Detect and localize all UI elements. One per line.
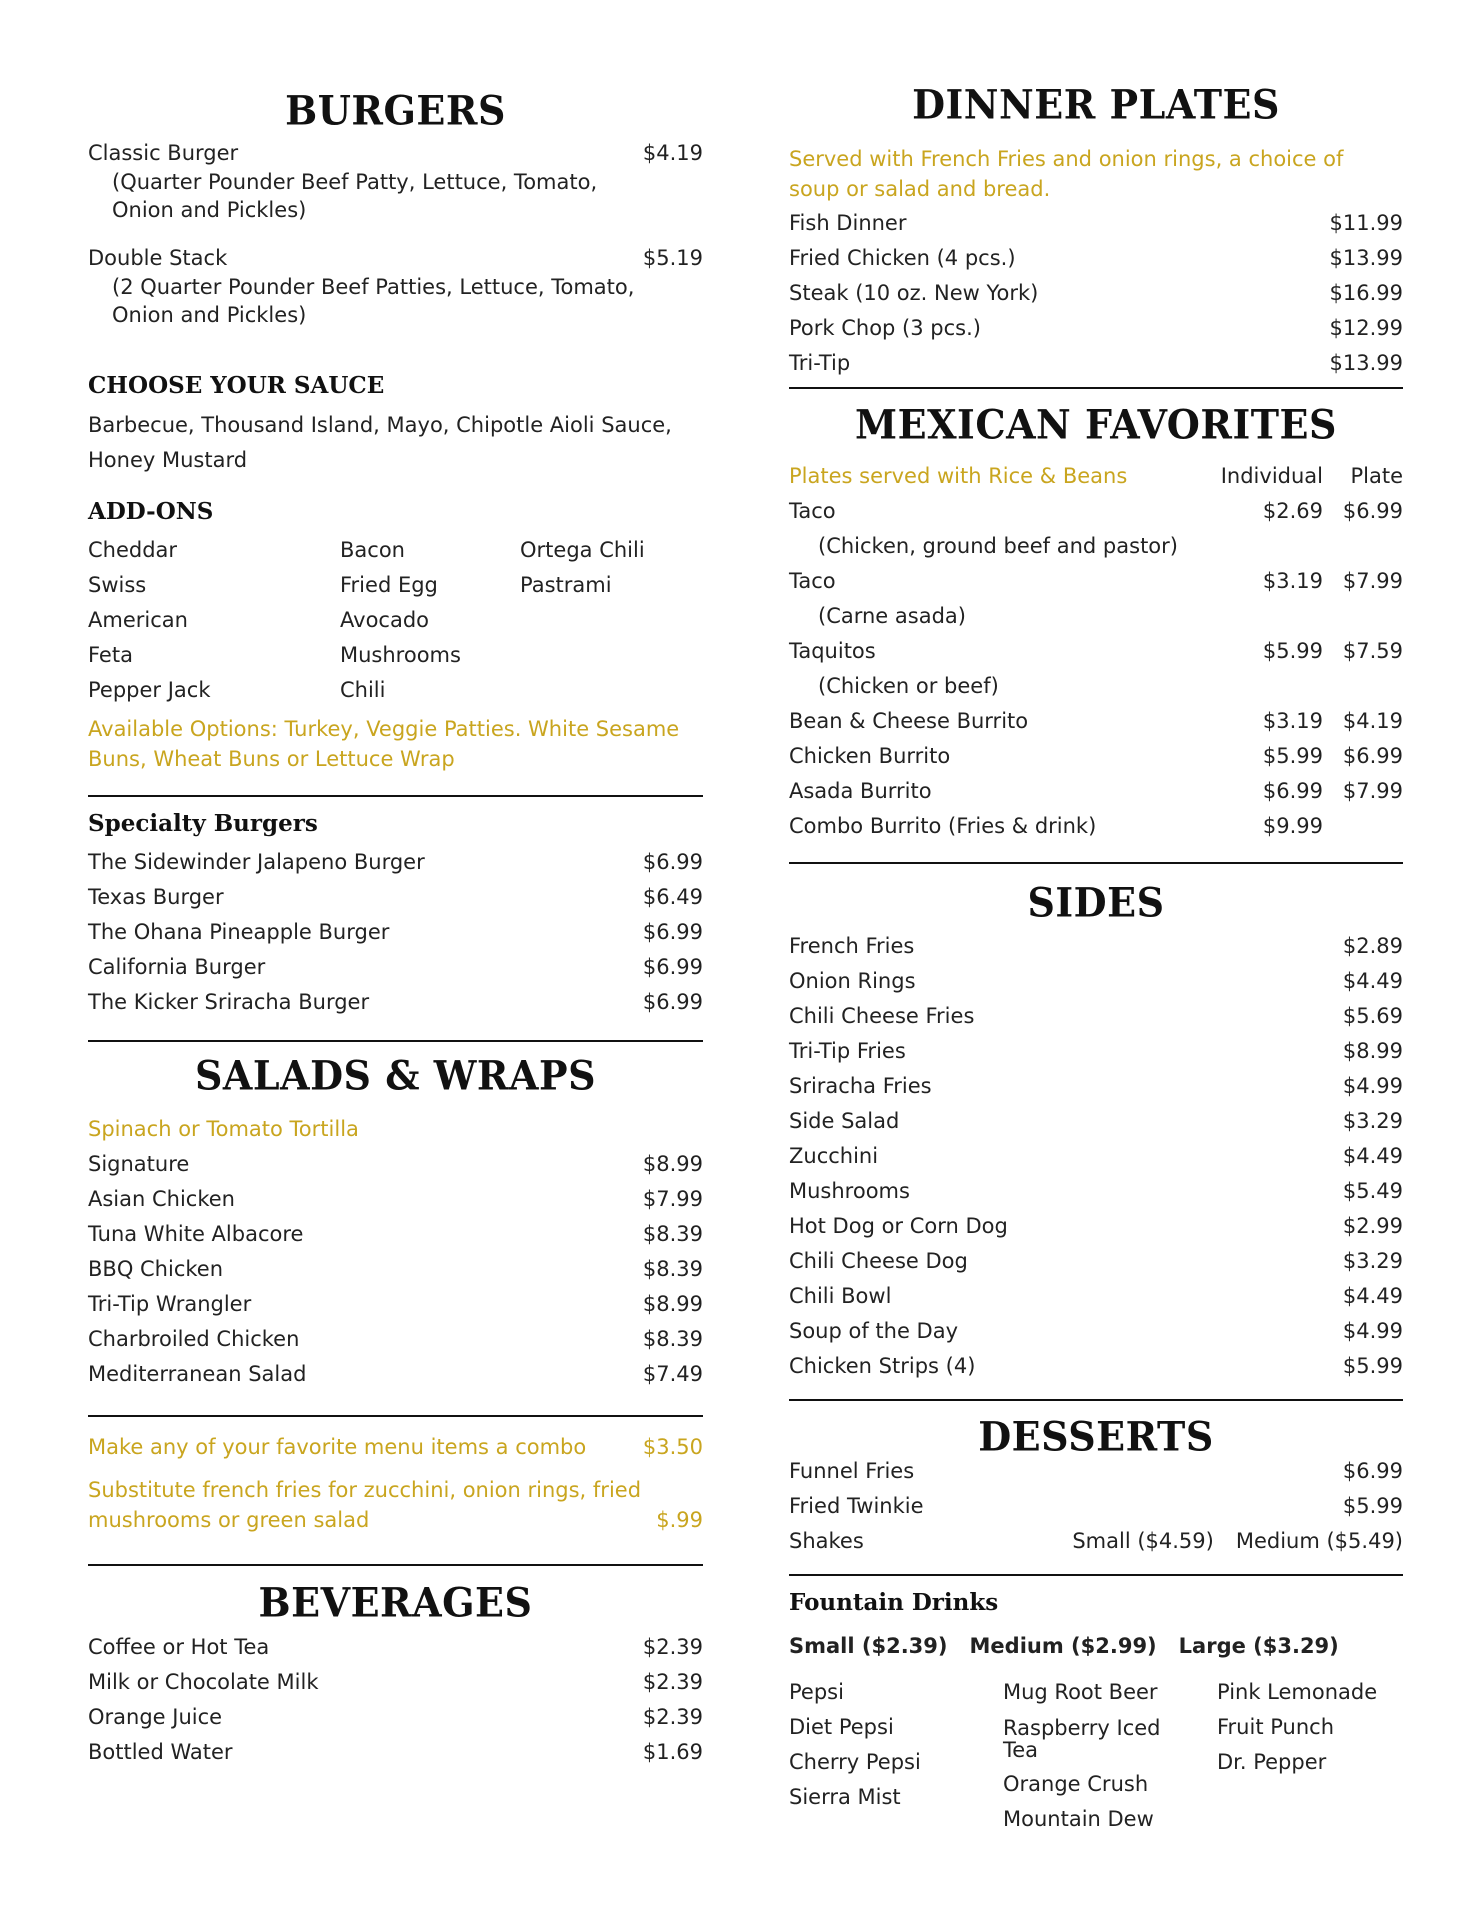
list-item: Mediterranean Salad $7.49: [88, 1362, 703, 1386]
list-item: Chicken Strips (4) $5.99: [789, 1354, 1403, 1378]
list-item: Funnel Fries $6.99: [789, 1459, 1403, 1483]
addons-column: [340, 533, 520, 708]
sides-heading: SIDES: [1027, 878, 1165, 927]
list-item: Taco $2.69 $6.99: [789, 499, 1403, 523]
addons-column: [88, 533, 340, 708]
list-item: Bacon: [340, 538, 405, 562]
list-item: Mountain Dew: [1003, 1807, 1154, 1831]
list-item: Sierra Mist: [789, 1785, 901, 1809]
divider: [789, 1574, 1403, 1576]
burger-item: Double Stack $5.19 (2 Quarter Pounder Beef Patties, Lettuce, Tomato, Onion and Pickles): [88, 246, 703, 327]
fountain-heading: Fountain Drinks: [789, 1589, 999, 1616]
list-item: Zucchini $4.49: [789, 1144, 1403, 1168]
list-item: Pastrami: [520, 573, 612, 597]
mexican-header-row: Plates served with Rice & Beans Individual Plate: [789, 464, 1403, 488]
list-item: Fried Egg: [340, 573, 438, 597]
options-note: Available Options: Turkey, Veggie Patties. White Sesame Buns, Wheat Buns or Lettuce Wrap: [88, 717, 680, 771]
list-item: Fried Twinkie $5.99: [789, 1494, 1403, 1518]
desserts-heading: DESSERTS: [978, 1412, 1214, 1461]
list-item: Sriracha Fries $4.99: [789, 1074, 1403, 1098]
list-item: Hot Dog or Corn Dog $2.99: [789, 1214, 1403, 1238]
list-item: Coffee or Hot Tea $2.39: [88, 1635, 703, 1659]
fountain-grid: [789, 1675, 1403, 1837]
list-item: Cheddar: [88, 538, 178, 562]
list-item: Pink Lemonade: [1217, 1680, 1378, 1704]
divider: [88, 1040, 703, 1042]
size-option: Small ($2.39): [789, 1634, 948, 1658]
fountain-column: [1217, 1675, 1403, 1837]
list-item: The Ohana Pineapple Burger $6.99: [88, 920, 703, 944]
divider: [789, 387, 1403, 389]
fountain-column: [1003, 1675, 1217, 1837]
combo-row: Make any of your favorite menu items a combo $3.50: [88, 1435, 703, 1459]
list-item: Swiss: [88, 573, 147, 597]
list-item: Avocado: [340, 608, 430, 632]
list-item: Chili Cheese Fries $5.69: [789, 1004, 1403, 1028]
list-item: Pepsi: [789, 1680, 844, 1704]
list-item: Mushrooms: [340, 643, 461, 667]
list-item: Signature $8.99: [88, 1152, 703, 1176]
list-item: Pepper Jack: [88, 678, 211, 702]
sauce-list: Barbecue, Thousand Island, Mayo, Chipotle Aioli Sauce, Honey Mustard: [88, 413, 672, 472]
list-item: The Kicker Sriracha Burger $6.99: [88, 990, 703, 1014]
list-item: Soup of the Day $4.99: [789, 1319, 1403, 1343]
list-item: Diet Pepsi: [789, 1715, 894, 1739]
list-item: California Burger $6.99: [88, 955, 703, 979]
list-item: Taco $3.19 $7.99: [789, 569, 1403, 593]
list-item: Mug Root Beer: [1003, 1680, 1158, 1704]
list-item: The Sidewinder Jalapeno Burger $6.99: [88, 850, 703, 874]
list-item: Bottled Water $1.69: [88, 1740, 703, 1764]
list-item: Combo Burrito (Fries & drink) $9.99: [789, 814, 1323, 838]
list-item: Charbroiled Chicken $8.39: [88, 1327, 703, 1351]
list-item: Chili: [340, 678, 386, 702]
addons-heading: ADD-ONS: [88, 498, 214, 525]
sides-list: [789, 929, 1403, 1384]
sauce-heading: CHOOSE YOUR SAUCE: [88, 372, 385, 399]
list-item: Orange Juice $2.39: [88, 1705, 703, 1729]
list-item: Side Salad $3.29: [789, 1109, 1403, 1133]
list-item: Feta: [88, 643, 133, 667]
list-item: Chili Cheese Dog $3.29: [789, 1249, 1403, 1273]
divider: [88, 795, 703, 797]
beverages-list: [88, 1630, 703, 1770]
divider: [88, 1415, 703, 1417]
addons-column: [520, 533, 700, 708]
list-item: Pork Chop (3 pcs.) $12.99: [789, 316, 1403, 340]
list-item: Milk or Chocolate Milk $2.39: [88, 1670, 703, 1694]
burgers-heading: BURGERS: [285, 86, 506, 135]
size-option: Large ($3.29): [1178, 1634, 1339, 1658]
list-item: Chili Bowl $4.49: [789, 1284, 1403, 1308]
list-item: Chicken Burrito $5.99 $6.99: [789, 744, 1403, 768]
size-option: Medium ($2.99): [969, 1634, 1157, 1658]
specialty-list: [88, 845, 703, 1020]
list-item: Tri-Tip Fries $8.99: [789, 1039, 1403, 1063]
desserts-list: [789, 1454, 1403, 1559]
item-description: (Carne asada): [818, 604, 966, 628]
list-item: Steak (10 oz. New York) $16.99: [789, 281, 1403, 305]
list-item: Fried Chicken (4 pcs.) $13.99: [789, 246, 1403, 270]
list-item: Dr. Pepper: [1217, 1750, 1327, 1774]
list-item: Tri-Tip Wrangler $8.99: [88, 1292, 703, 1316]
divider: [88, 1564, 703, 1566]
fountain-sizes: [789, 1631, 1403, 1661]
burger-item: Classic Burger $4.19 (Quarter Pounder Beef Patty, Lettuce, Tomato, Onion and Pickles): [88, 141, 703, 222]
substitute-note: Substitute french fries for zucchini, onion rings, fried mushrooms or green salad $.99: [88, 1478, 703, 1532]
list-item: Fruit Punch: [1217, 1715, 1335, 1739]
list-item: Fish Dinner $11.99: [789, 211, 1403, 235]
dinner-heading: DINNER PLATES: [912, 80, 1280, 129]
list-item: Shakes Small ($4.59) Medium ($5.49): [789, 1529, 1403, 1553]
divider: [789, 862, 1403, 864]
list-item: Ortega Chili: [520, 538, 645, 562]
salads-note: Spinach or Tomato Tortilla: [88, 1117, 359, 1141]
list-item: Bean & Cheese Burrito $3.19 $4.19: [789, 709, 1403, 733]
list-item: Tri-Tip $13.99: [789, 351, 1403, 375]
addons-grid: [88, 533, 703, 708]
fountain-column: [789, 1675, 1003, 1837]
list-item: Raspberry Iced Tea: [1003, 1716, 1161, 1762]
list-item: Orange Crush: [1003, 1772, 1149, 1796]
list-item: Mushrooms $5.49: [789, 1179, 1403, 1203]
list-item: Tuna White Albacore $8.39: [88, 1222, 703, 1246]
salads-heading: SALADS & WRAPS: [194, 1051, 597, 1100]
mexican-list: [789, 459, 1403, 844]
list-item: BBQ Chicken $8.39: [88, 1257, 703, 1281]
list-item: Asian Chicken $7.99: [88, 1187, 703, 1211]
divider: [789, 1399, 1403, 1401]
beverages-heading: BEVERAGES: [258, 1578, 533, 1627]
list-item: French Fries $2.89: [789, 934, 1403, 958]
dinner-note: Served with French Fries and onion rings, a choice of soup or salad and bread.: [789, 147, 1344, 201]
list-item: Taquitos $5.99 $7.59: [789, 639, 1403, 663]
list-item: Cherry Pepsi: [789, 1750, 921, 1774]
list-item: Texas Burger $6.49: [88, 885, 703, 909]
salads-list: [88, 1147, 703, 1392]
dinner-list: [789, 206, 1403, 381]
item-description: (Chicken or beef): [818, 674, 999, 698]
specialty-heading: Specialty Burgers: [88, 810, 318, 837]
list-item: Asada Burrito $6.99 $7.99: [789, 779, 1403, 803]
list-item: American: [88, 608, 188, 632]
item-description: (Chicken, ground beef and pastor): [818, 534, 1178, 558]
list-item: Onion Rings $4.49: [789, 969, 1403, 993]
mexican-heading: MEXICAN FAVORITES: [855, 400, 1337, 449]
